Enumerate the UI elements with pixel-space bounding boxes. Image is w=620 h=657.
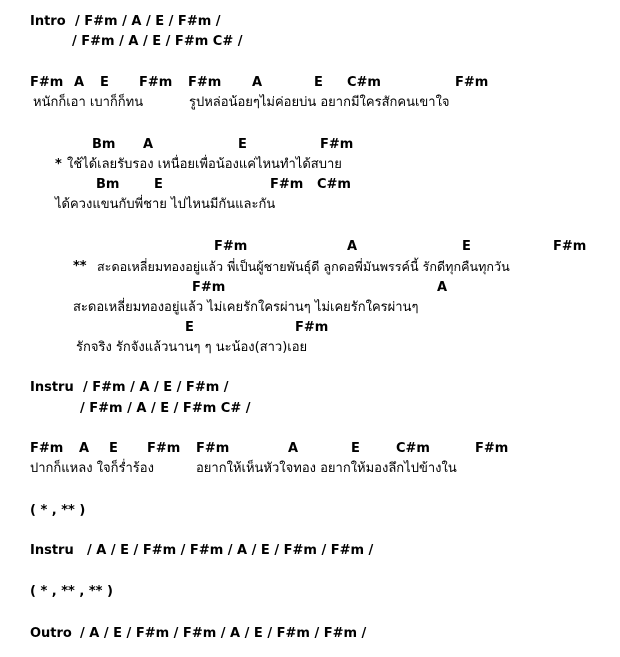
outro-chords-line: / A / E / F#m / F#m / A / E / F#m / F#m /: [80, 626, 367, 641]
chord: F#m: [147, 441, 181, 456]
repeat-marker-2: ( * , ** , ** ): [30, 584, 113, 599]
verse1-lyric-b: รูปหล่อน้อยๆไม่ค่อยบ่น อยากมีใครสักคนเขาใจ: [189, 95, 450, 110]
chord: F#m: [30, 441, 64, 456]
chord: A: [74, 75, 85, 90]
chord: C#m: [317, 177, 351, 192]
verse2-lyric-a: ปากก็แหลง ใจก็ร่ำร้อง: [30, 461, 154, 476]
chord: F#m: [188, 75, 222, 90]
chord: E: [109, 441, 118, 456]
chord: F#m: [455, 75, 489, 90]
chord: A: [143, 137, 154, 152]
chord: F#m: [295, 320, 329, 335]
instru2-label: Instru: [30, 543, 74, 558]
chord: E: [100, 75, 109, 90]
intro-chords-line-1: / F#m / A / E / F#m /: [75, 14, 221, 29]
instru1-chords-line-2: / F#m / A / E / F#m C# /: [80, 401, 251, 416]
chord: E: [185, 320, 194, 335]
chord: A: [437, 280, 448, 295]
chord: F#m: [475, 441, 509, 456]
chorus1-lyric-2: ได้ควงแขนกับพี่ชาย ไปไหนมีกันและกัน: [55, 197, 276, 212]
chord: F#m: [270, 177, 304, 192]
chord: F#m: [192, 280, 226, 295]
intro-chords-line-2: / F#m / A / E / F#m C# /: [72, 34, 243, 49]
chord: A: [288, 441, 299, 456]
chord: A: [79, 441, 90, 456]
chord: A: [347, 239, 358, 254]
chorus2-lyric-3: รักจริง รักจังแล้วนานๆ ๆ นะน้อง(สาว)เอย: [76, 340, 308, 355]
chorus2-lyric-2: สะดอเหลี่ยมทองอยู่แล้ว ไม่เคยรักใครผ่านๆ ไม่เคยรักใครผ่านๆ: [73, 300, 419, 315]
chord: C#m: [396, 441, 430, 456]
verse1-lyric-a: หนักก็เอา เบาก็ก็ทน: [33, 95, 144, 110]
chorus2-marker: **: [73, 259, 87, 274]
chord: E: [238, 137, 247, 152]
chord: Bm: [92, 137, 116, 152]
chord: A: [252, 75, 263, 90]
chord: F#m: [139, 75, 173, 90]
chord: E: [314, 75, 323, 90]
chord: C#m: [347, 75, 381, 90]
chord: E: [462, 239, 471, 254]
chord: E: [351, 441, 360, 456]
outro-label: Outro: [30, 626, 72, 641]
chord: F#m: [553, 239, 587, 254]
chorus2-lyric-1: สะดอเหลี่ยมทองอยู่แล้ว พี่เป็นผู้ชายพันธุ์ดี ลูกดอพี่มันพรรค์นี้ รักดีทุกคืนทุกวัน: [97, 259, 510, 274]
chorus1-marker: *: [55, 157, 62, 172]
chord: E: [154, 177, 163, 192]
intro-label: Intro: [30, 14, 66, 29]
instru2-chords-line: / A / E / F#m / F#m / A / E / F#m / F#m /: [87, 543, 374, 558]
repeat-marker-1: ( * , ** ): [30, 503, 86, 518]
verse2-lyric-b: อยากให้เห็นหัวใจทอง อยากให้มองลึกไปข้างใน: [196, 461, 457, 476]
chord: F#m: [320, 137, 354, 152]
chord: F#m: [214, 239, 248, 254]
instru1-chords-line-1: / F#m / A / E / F#m /: [83, 380, 229, 395]
chord: F#m: [30, 75, 64, 90]
chorus1-lyric-1: ใช้ได้เลยรับรอง เหนื่อยเพื่อน้องแค่ไหนทำได้สบาย: [67, 157, 342, 172]
chord: F#m: [196, 441, 230, 456]
chord: Bm: [96, 177, 120, 192]
instru1-label: Instru: [30, 380, 74, 395]
